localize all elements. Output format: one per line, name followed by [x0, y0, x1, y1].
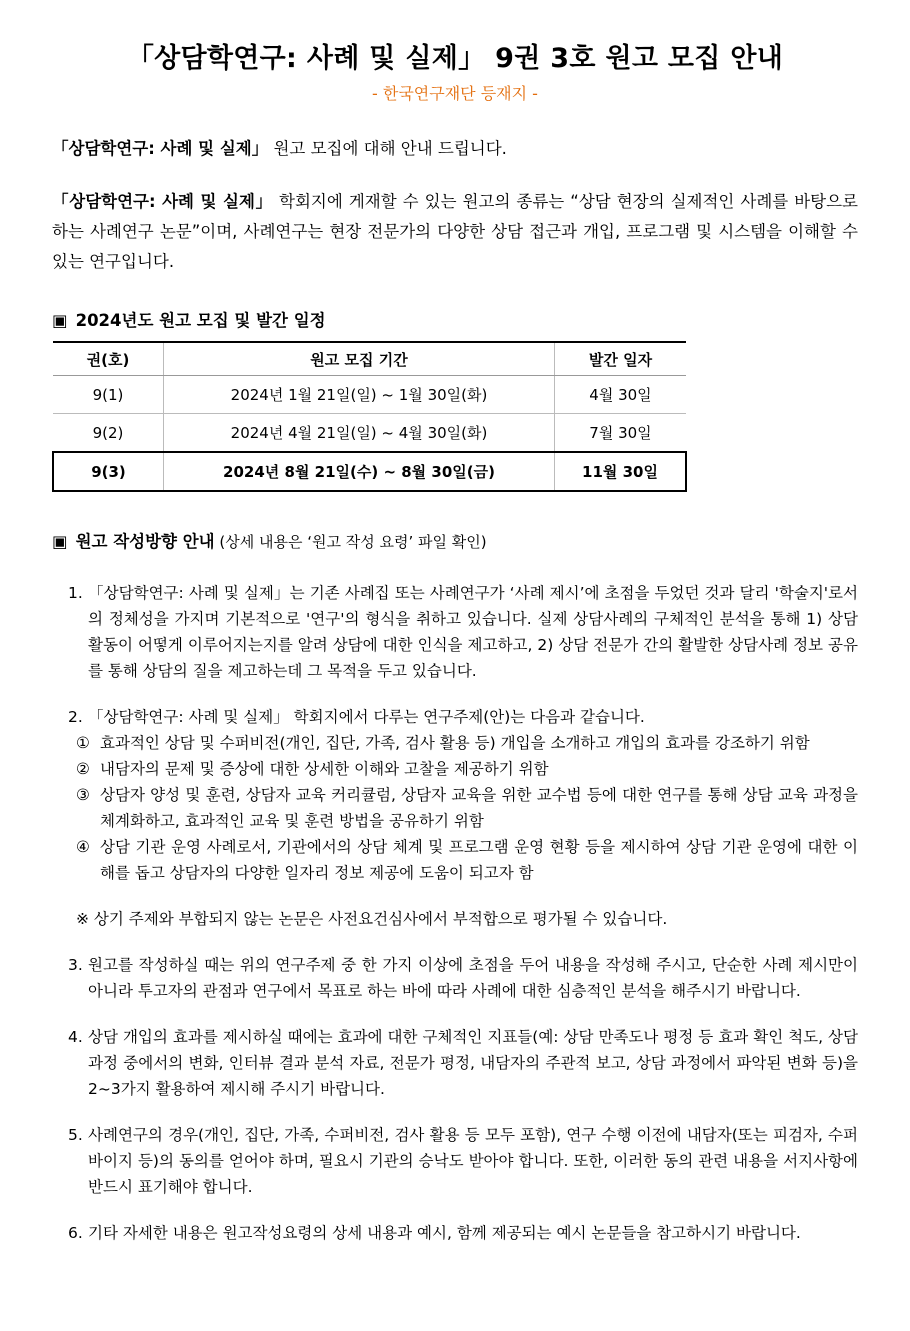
schedule-table	[52, 341, 687, 492]
circled-number: ②	[76, 760, 90, 778]
cell-pubdate: 11월 30일	[555, 452, 687, 491]
circled-number: ①	[76, 734, 90, 752]
guide-heading	[52, 530, 858, 554]
table-row	[53, 414, 686, 453]
item-text: 「상담학연구: 사례 및 실제」는 기존 사례집 또는 사례연구가 ‘사례 제시’에 초점을 두었던 것과 달리 '학술지'로서의 정체성을 가지며 기본적으로 '연구'의 형식을 취하고 있습니다. 실제 상담사례의 구체적인 분석을 통해 1) 상담활동이 어떻게 이루어지는지를 알려 상담에 대한 인식을 제고하고, 2) 상담 전문가 간의 활발한 상담사례 정보 공유를 통해 상담의 질을 제고하는데 그 목적을 두고 있습니다.	[88, 584, 858, 680]
schedule-heading-text: 2024년도 원고 모집 및 발간 일정	[75, 311, 326, 330]
journal-name: 「상담학연구: 사례 및 실제」	[52, 192, 273, 211]
item-text: 원고를 작성하실 때는 위의 연구주제 중 한 가지 이상에 초점을 두어 내용을 작성해 주시고, 단순한 사례 제시만이 아니라 투고자의 관점과 연구에서 목표로 하는 바에 따라 사례에 대한 심층적인 분석을 해주시기 바랍니다.	[88, 956, 858, 1000]
document-page	[52, 40, 858, 1246]
intro-paragraph-2	[52, 187, 858, 277]
column-header-period: 원고 모집 기간	[164, 342, 555, 376]
list-item	[52, 1122, 858, 1200]
square-bullet-icon: ▣	[52, 532, 68, 551]
list-item	[52, 704, 858, 730]
page-subtitle: - 한국연구재단 등재지 -	[372, 84, 538, 103]
item-text: 「상담학연구: 사례 및 실제」 학회지에서 다루는 연구주제(안)는 다음과 같습니다.	[88, 708, 645, 726]
list-item	[52, 1024, 858, 1102]
page-title: 「상담학연구: 사례 및 실제」 9권 3호 원고 모집 안내	[126, 43, 784, 74]
table-row	[53, 376, 686, 414]
table-header-row	[53, 342, 686, 376]
column-header-volume: 권(호)	[53, 342, 164, 376]
sub-item-text: 상담자 양성 및 훈련, 상담자 교육 커리큘럼, 상담자 교육을 위한 교수법 등에 대한 연구를 통해 상담 교육 과정을 체계화하고, 효과적인 교육 및 훈련 방법을 공유하기 위함	[100, 786, 858, 830]
circled-number: ④	[76, 838, 90, 856]
table-row-highlighted	[53, 452, 686, 491]
sub-list-item	[52, 730, 858, 756]
sub-item-text: 상담 기관 운영 사례로서, 기관에서의 상담 체계 및 프로그램 운영 현황 등을 제시하여 상담 기관 운영에 대한 이해를 돕고 상담자의 다양한 일자리 정보 제공에 도움이 되고자 함	[100, 838, 858, 882]
item-text: 상담 개입의 효과를 제시하실 때에는 효과에 대한 구체적인 지표들(예: 상담 만족도나 평정 등 효과 확인 척도, 상담 과정 중에서의 변화, 인터뷰 결과 분석 자료, 전문가 평정, 내담자의 주관적 보고, 상담 과정에서 파악된 변화 등)을 2~3가지 활용하여 제시해 주시기 바랍니다.	[88, 1028, 858, 1098]
item-number: 2.	[68, 708, 83, 726]
square-bullet-icon: ▣	[52, 311, 68, 330]
cell-volume: 9(1)	[53, 376, 164, 414]
sub-list-item	[52, 782, 858, 834]
cell-pubdate: 4월 30일	[555, 376, 687, 414]
sub-item-text: 내담자의 문제 및 증상에 대한 상세한 이해와 고찰을 제공하기 위함	[100, 760, 549, 778]
item-text: 기타 자세한 내용은 원고작성요령의 상세 내용과 예시, 함께 제공되는 예시 논문들을 참고하시기 바랍니다.	[88, 1224, 801, 1242]
guide-heading-text: 원고 작성방향 안내	[75, 532, 215, 551]
sub-list-item	[52, 834, 858, 886]
item-number: 4.	[68, 1028, 83, 1046]
item-number: 1.	[68, 584, 83, 602]
intro-text-2: 학회지에 게재할 수 있는 원고의 종류는 “상담 현장의 실제적인 사례를 바탕으로 하는 사례연구 논문”이며, 사례연구는 현장 전문가의 다양한 상담 접근과 개입, 프로그램 및 시스템을 이해할 수 있는 연구입니다.	[52, 192, 858, 271]
cell-volume: 9(3)	[53, 452, 164, 491]
list-item	[52, 1220, 858, 1246]
item-text: 사례연구의 경우(개인, 집단, 가족, 수퍼비전, 검사 활용 등 모두 포함), 연구 수행 이전에 내담자(또는 피검자, 수퍼바이지 등)의 동의를 얻어야 하며, 필요시 기관의 승낙도 받아야 합니다. 또한, 이러한 동의 관련 내용을 서지사항에 반드시 표기해야 합니다.	[88, 1126, 858, 1196]
intro-text-1: 원고 모집에 대해 안내 드립니다.	[268, 139, 507, 158]
guide-heading-note: (상세 내용은 ‘원고 작성 요령’ 파일 확인)	[214, 533, 487, 551]
guide-list	[52, 580, 858, 1246]
cell-period: 2024년 8월 21일(수) ~ 8월 30일(금)	[164, 452, 555, 491]
intro-paragraph-1	[52, 135, 858, 163]
column-header-pubdate: 발간 일자	[555, 342, 687, 376]
circled-number: ③	[76, 786, 90, 804]
sub-item-text: 효과적인 상담 및 수퍼비전(개인, 집단, 가족, 검사 활용 등) 개입을 소개하고 개입의 효과를 강조하기 위함	[100, 734, 810, 752]
schedule-heading	[52, 309, 858, 333]
item-number: 5.	[68, 1126, 83, 1144]
list-item	[52, 580, 858, 684]
cell-period: 2024년 4월 21일(일) ~ 4월 30일(화)	[164, 414, 555, 453]
cell-period: 2024년 1월 21일(일) ~ 1월 30일(화)	[164, 376, 555, 414]
warning-note: ※ 상기 주제와 부합되지 않는 논문은 사전요건심사에서 부적합으로 평가될 수 있습니다.	[76, 910, 668, 928]
list-item	[52, 952, 858, 1004]
item-number: 3.	[68, 956, 83, 974]
cell-volume: 9(2)	[53, 414, 164, 453]
cell-pubdate: 7월 30일	[555, 414, 687, 453]
item-number: 6.	[68, 1224, 83, 1242]
sub-list-item	[52, 756, 858, 782]
journal-name: 「상담학연구: 사례 및 실제」	[52, 139, 269, 158]
